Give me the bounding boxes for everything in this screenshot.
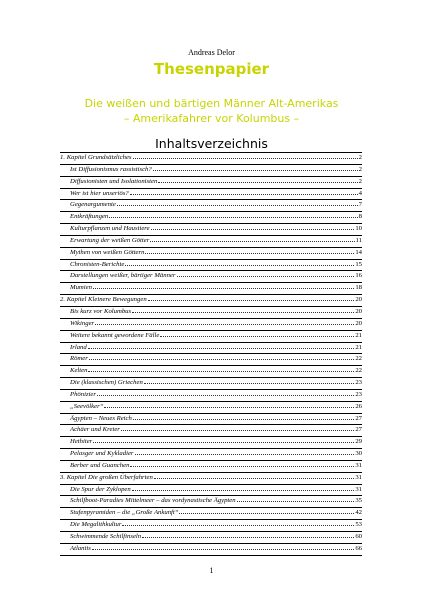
toc-entry-label: Achäer und Kreter	[70, 426, 120, 434]
toc-entry[interactable]	[60, 271, 362, 283]
toc-entry-page: 35	[355, 497, 362, 505]
toc-entry-label: Weitere bekannt gewordene Fälle	[70, 331, 160, 339]
toc-entry-page: 4	[358, 189, 362, 197]
toc-entry-page: 10	[355, 225, 362, 233]
toc-entry-page: 31	[355, 473, 362, 481]
toc-entry[interactable]	[60, 508, 362, 520]
document-title: Thesenpapier	[153, 60, 270, 78]
toc-entry[interactable]	[60, 496, 362, 508]
toc-entry-label: 1. Kapitel Grundsätzliches	[60, 154, 132, 161]
toc-entry[interactable]	[60, 283, 362, 295]
toc-dot-leader	[88, 343, 355, 349]
toc-entry[interactable]	[60, 331, 362, 343]
toc-dot-leader	[130, 189, 358, 195]
toc-dot-leader	[135, 449, 355, 455]
document-subtitle	[0, 96, 423, 126]
page-number: 1	[209, 566, 214, 575]
toc-dot-leader	[97, 390, 354, 396]
toc-dot-leader	[133, 414, 354, 420]
toc-dot-leader	[144, 378, 355, 384]
toc-entry-label: Gegenargumente	[70, 201, 116, 209]
toc-entry-label: 2. Kapitel Kleinere Bewegungen	[60, 296, 147, 304]
toc-entry-label: Mythen von weißen Göttern	[70, 248, 145, 256]
toc-entry-page: 21	[355, 343, 362, 351]
table-of-contents	[60, 152, 362, 556]
toc-dot-leader	[158, 177, 357, 183]
toc-entry-label: Die (klassischen) Griechen	[70, 379, 143, 387]
toc-entry-label: Mumien	[70, 284, 92, 292]
toc-entry-page: 31	[355, 485, 362, 493]
toc-dot-leader	[125, 260, 354, 266]
toc-entry-label: Diffusionisten und Isolationisten	[70, 177, 158, 185]
subtitle-line-2: – Amerikafahrer vor Kolumbus –	[123, 112, 300, 125]
toc-dot-leader	[151, 224, 355, 230]
toc-entry-label: Atlantis	[70, 544, 91, 552]
toc-heading: Inhaltsverzeichnis	[155, 136, 268, 151]
toc-dot-leader	[154, 473, 355, 479]
toc-entry-label: Kelten	[70, 367, 88, 375]
toc-entry-label: „Seevölker“	[70, 402, 104, 410]
toc-entry[interactable]	[60, 532, 362, 544]
toc-entry-label: Ist Diffusionismus rassistisch?	[70, 165, 152, 173]
toc-entry[interactable]	[60, 485, 362, 497]
toc-entry-label: Phönizier	[70, 390, 97, 398]
toc-entry-page: 18	[355, 284, 362, 292]
toc-entry-label: Irland	[70, 343, 87, 351]
toc-dot-leader	[160, 331, 354, 337]
toc-entry[interactable]	[60, 366, 362, 378]
toc-dot-leader	[237, 496, 355, 502]
toc-dot-leader	[122, 520, 354, 526]
toc-entry-page: 26	[355, 402, 362, 410]
toc-entry[interactable]	[60, 520, 362, 532]
toc-entry-label: Entkräftungen	[70, 213, 109, 221]
toc-entry[interactable]	[60, 390, 362, 402]
toc-entry-page: 27	[355, 426, 362, 434]
toc-entry[interactable]	[60, 248, 362, 260]
toc-dot-leader	[92, 544, 355, 550]
toc-entry-page: 2	[358, 154, 362, 161]
toc-chapter-entry[interactable]	[60, 295, 362, 307]
toc-dot-leader	[148, 295, 355, 301]
toc-entry[interactable]	[60, 200, 362, 212]
toc-entry-page: 20	[355, 307, 362, 315]
toc-entry-label: Schilfboot-Paradies Mittelmeer – das vordynastische Ägypten	[70, 497, 236, 505]
toc-chapter-entry[interactable]	[60, 153, 362, 165]
toc-entry-label: Pelasger und Kykladier	[70, 450, 134, 458]
toc-entry-page: 21	[355, 331, 362, 339]
toc-entry-label: Wer ist hier unseriös?	[70, 189, 129, 197]
toc-entry[interactable]	[60, 461, 362, 473]
toc-entry-page: 53	[355, 521, 362, 529]
toc-entry[interactable]	[60, 402, 362, 414]
toc-entry[interactable]	[60, 189, 362, 201]
toc-entry-label: Hethiter	[70, 438, 93, 446]
toc-entry[interactable]	[60, 425, 362, 437]
toc-entry[interactable]	[60, 224, 362, 236]
toc-entry[interactable]	[60, 343, 362, 355]
toc-dot-leader	[109, 212, 357, 218]
toc-entry-label: Erwartung der weißen Götter	[70, 236, 150, 244]
toc-entry-page: 23	[355, 379, 362, 387]
toc-entry-page: 27	[355, 414, 362, 422]
toc-entry[interactable]	[60, 307, 362, 319]
toc-entry-page: 30	[355, 450, 362, 458]
toc-dot-leader	[142, 532, 354, 538]
toc-dot-leader	[117, 200, 358, 206]
toc-entry[interactable]	[60, 260, 362, 272]
toc-dot-leader	[130, 461, 354, 467]
toc-entry-label: Bis kurz vor Kolumbus	[70, 307, 132, 315]
toc-entry-page: 23	[355, 390, 362, 398]
toc-dot-leader	[133, 153, 358, 159]
toc-entry[interactable]	[60, 544, 362, 556]
toc-entry-label: Die Spur der Zyklopen	[70, 485, 131, 493]
toc-entry[interactable]	[60, 414, 362, 426]
toc-entry-page: 16	[355, 272, 362, 280]
toc-dot-leader	[132, 307, 354, 313]
toc-entry[interactable]	[60, 449, 362, 461]
toc-entry[interactable]	[60, 236, 362, 248]
toc-entry[interactable]	[60, 165, 362, 177]
toc-dot-leader	[179, 508, 354, 514]
toc-entry[interactable]	[60, 437, 362, 449]
toc-entry-label: Römer	[70, 355, 88, 363]
toc-dot-leader	[132, 485, 355, 491]
toc-entry[interactable]	[60, 212, 362, 224]
toc-dot-leader	[89, 354, 354, 360]
toc-entry-page: 20	[355, 319, 362, 327]
toc-entry-label: Darstellungen weißer, bärtiger Männer	[70, 272, 176, 280]
toc-entry-label: 3. Kapitel Die großen Überfahrten	[60, 473, 153, 481]
toc-dot-leader	[104, 402, 354, 408]
toc-dot-leader	[177, 271, 355, 277]
toc-entry-page: 60	[355, 533, 362, 540]
toc-dot-leader	[88, 366, 354, 372]
toc-entry-page: 7	[358, 201, 362, 209]
toc-entry-page: 66	[355, 544, 362, 552]
toc-entry-page: 2	[358, 165, 362, 173]
subtitle-line-1: Die weißen und bärtigen Männer Alt-Amerikas	[84, 97, 339, 110]
toc-entry-page: 22	[355, 355, 362, 363]
toc-dot-leader	[95, 319, 354, 325]
toc-entry-page: 8	[358, 213, 362, 221]
toc-entry-label: Ägypten – Neues Reich	[70, 414, 132, 422]
toc-dot-leader	[121, 425, 354, 431]
toc-dot-leader	[93, 283, 354, 289]
toc-dot-leader	[153, 165, 358, 171]
toc-entry-label: Berber und Guanchen	[70, 461, 130, 469]
toc-dot-leader	[150, 236, 354, 242]
toc-entry-label: Wikinger	[70, 319, 95, 327]
toc-dot-leader	[93, 437, 354, 443]
toc-entry[interactable]	[60, 354, 362, 366]
toc-entry-page: 29	[355, 438, 362, 446]
toc-entry-label: Stufenpyramiden – die „Große Ankunft“	[70, 509, 179, 517]
toc-entry[interactable]	[60, 319, 362, 331]
toc-entry-label: Die Megalithkultur	[70, 521, 122, 529]
toc-entry-page: 2	[358, 177, 362, 185]
toc-entry-page: 31	[355, 461, 362, 469]
author-name: Andreas Delor	[188, 48, 235, 57]
toc-entry-page: 42	[355, 509, 362, 517]
toc-entry[interactable]	[60, 177, 362, 189]
toc-entry-page: 15	[355, 260, 362, 268]
toc-chapter-entry[interactable]	[60, 473, 362, 485]
toc-entry-page: 11	[355, 236, 362, 244]
toc-entry-page: 20	[355, 296, 362, 304]
toc-entry-page: 14	[355, 248, 362, 256]
toc-entry[interactable]	[60, 378, 362, 390]
toc-entry-label: Chronisten-Berichte	[70, 260, 125, 268]
toc-entry-label: Kulturpflanzen und Haustiere	[70, 225, 150, 233]
toc-entry-label: Schwimmende Schilfinseln	[70, 533, 142, 540]
toc-entry-page: 22	[355, 367, 362, 375]
toc-dot-leader	[145, 248, 354, 254]
